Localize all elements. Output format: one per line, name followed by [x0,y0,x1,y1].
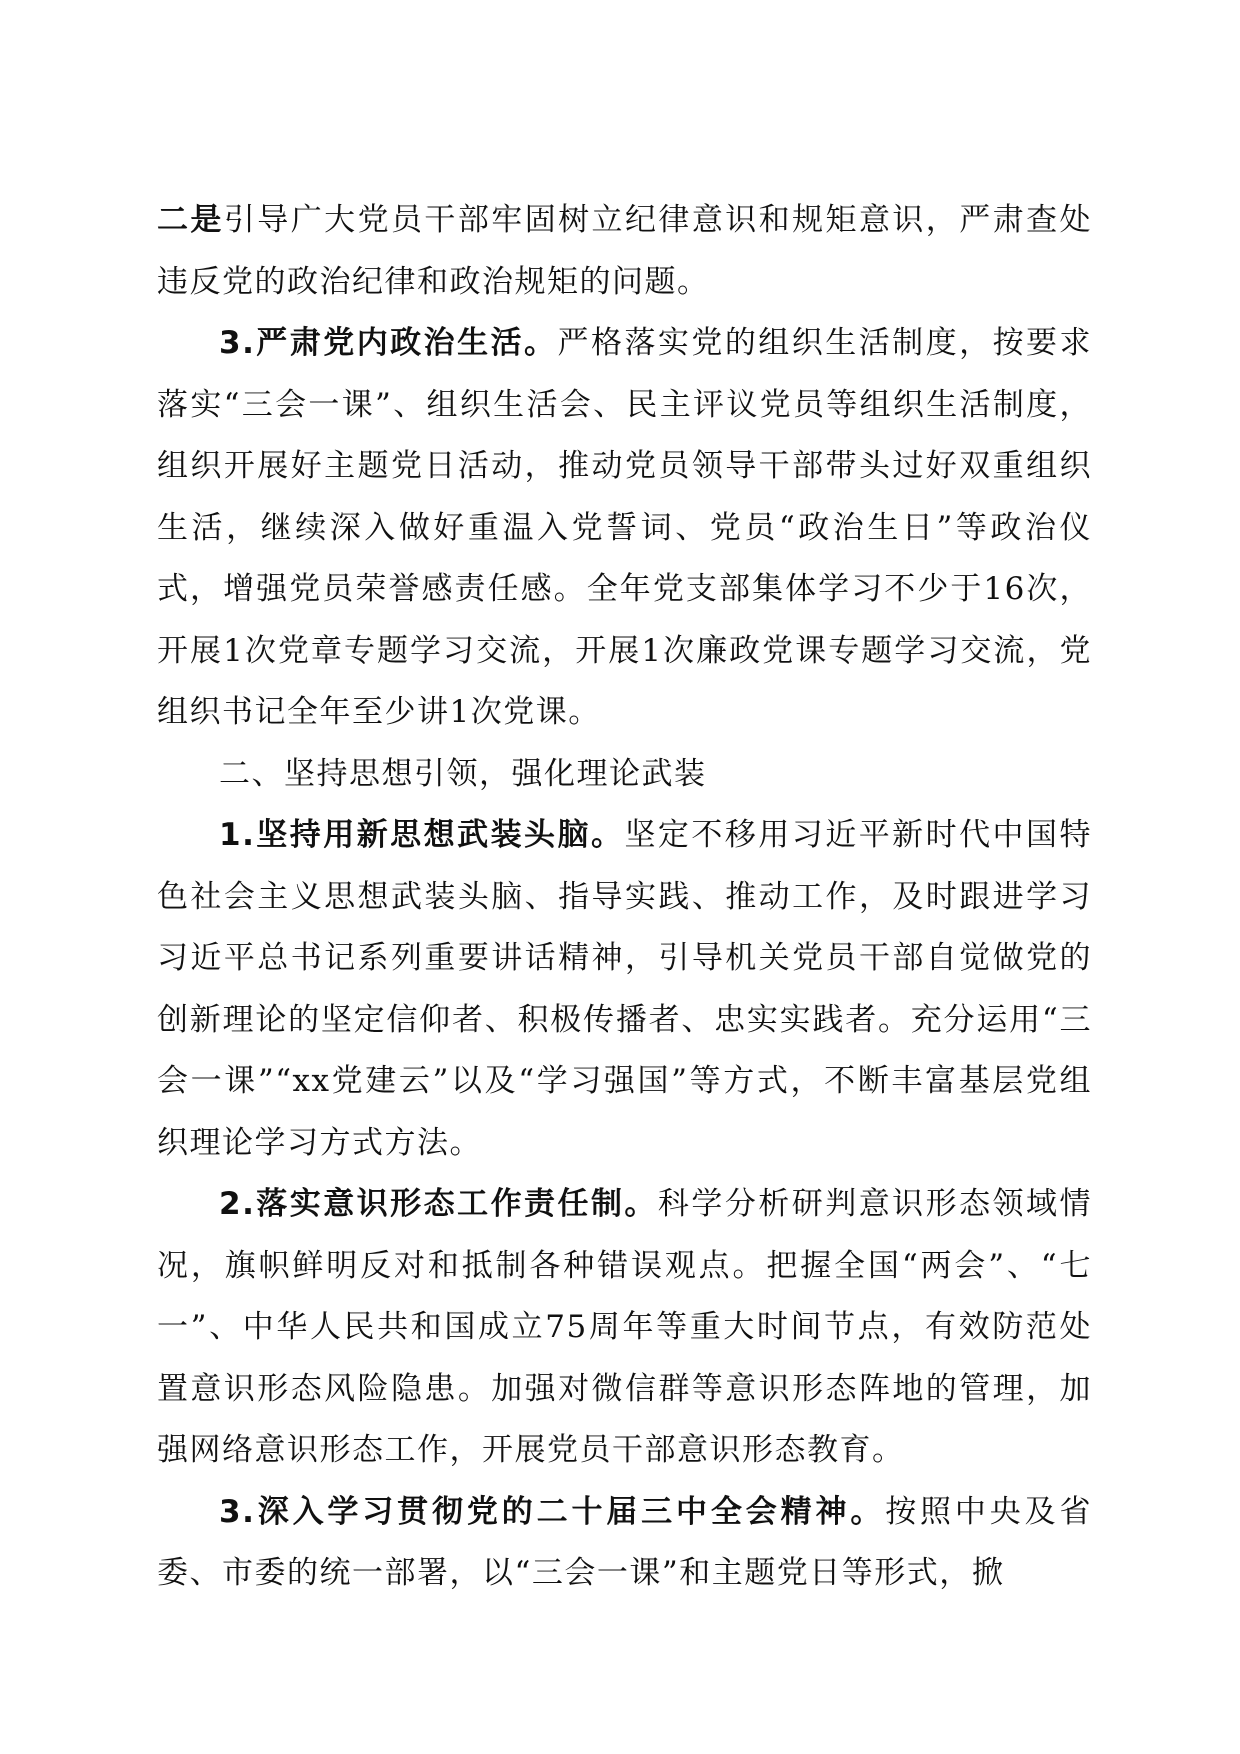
paragraph-plenary [157,1482,1092,1605]
paragraph-body: 科学分析研判意识形态领域情况，旗帜鲜明反对和抵制各种错误观点。把握全国“两会”、“七一”、中华人民共和国成立75周年等重大时间节点，有效防范处置意识形态风险隐患。加强对微信群等意识形态阵地的管理，加强网络意识形态工作，开展党员干部意识形态教育。 [157,1186,1092,1468]
paragraph-lead: 二是 [157,202,224,238]
paragraph-new-thought [157,805,1092,1174]
paragraph-lead: 3.深入学习贯彻党的二十届三中全会精神。 [219,1493,886,1530]
paragraph-body: 严格落实党的组织生活制度，按要求落实“三会一课”、组织生活会、民主评议党员等组织生活制度，组织开展好主题党日活动，推动党员领导干部带头过好双重组织生活，继续深入做好重温入党誓词、党员“政治生日”等政治仪式，增强党员荣誉感责任感。全年党支部集体学习不少于16次，开展1次党章专题学习交流，开展1次廉政党课专题学习交流，党组织书记全年至少讲1次党课。 [157,325,1092,730]
document-page [157,190,1092,1605]
paragraph-ideology [157,1174,1092,1482]
paragraph-political-life [157,313,1092,744]
paragraph-lead: 2.落实意识形态工作责任制。 [219,1186,658,1222]
section-heading: 二、坚持思想引领，强化理论武装 [219,755,707,792]
paragraph-body: 按照中央及省委、市委的统一部署，以“三会一课”和主题党日等形式，掀 [157,1493,1092,1591]
paragraph-body: 引导广大党员干部牢固树立纪律意识和规矩意识，严肃查处违反党的政治纪律和政治规矩的问题。 [157,202,1093,300]
paragraph-discipline [157,190,1092,313]
paragraph-lead: 1.坚持用新思想武装头脑。 [219,817,625,853]
paragraph-lead: 3.严肃党内政治生活。 [219,325,558,361]
paragraph-body: 坚定不移用习近平新时代中国特色社会主义思想武装头脑、指导实践、推动工作，及时跟进学习习近平总书记系列重要讲话精神，引导机关党员干部自觉做党的创新理论的坚定信仰者、积极传播者、忠实实践者。充分运用“三会一课”“xx党建云”以及“学习强国”等方式，不断丰富基层党组织理论学习方式方法。 [157,817,1092,1161]
